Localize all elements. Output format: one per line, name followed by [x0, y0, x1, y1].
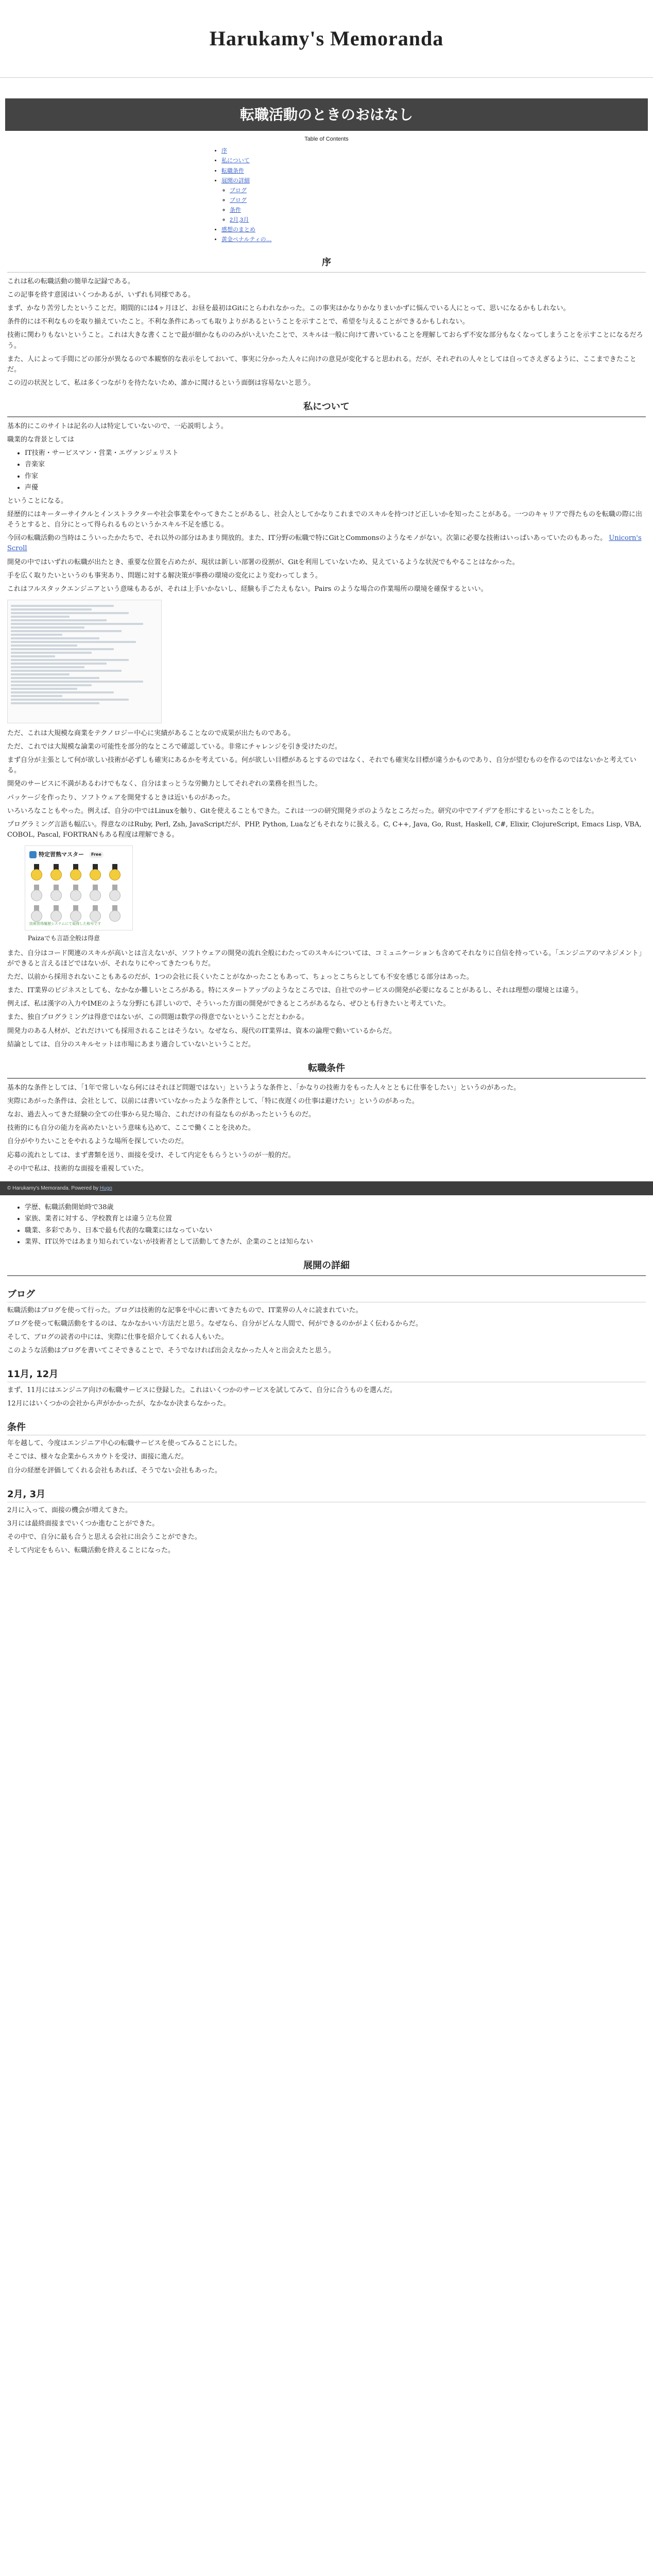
paragraph: また、人によって手間にどの部分が異なるので本観察的な表示をしておいて、事実に分かった人々に向けの意見が変化すると思われる。だが、それぞれの人々としては自ってさえぎるように、ここまできたことだ。	[7, 355, 637, 374]
article-title: 転職活動のときのおはなし	[5, 98, 648, 131]
code-line	[11, 645, 77, 647]
site-title[interactable]: Harukamy's Memoranda	[209, 27, 444, 50]
list-item: • 学歴、転職活動開始時で38歳	[25, 1202, 646, 1213]
paragraph: 転職活動はブログを使って行った。ブログは技術的な記事を中心に書いてきたもので、IT業界の人々に読まれていた。	[7, 1306, 363, 1314]
paragraph: 職業的な背景としては	[7, 436, 75, 444]
code-line	[11, 699, 129, 701]
medal-icon	[88, 864, 102, 882]
code-line	[11, 688, 77, 690]
medal-icon	[108, 864, 122, 882]
medal-icon	[49, 905, 63, 923]
medal-icon	[29, 905, 44, 923]
background-list	[7, 448, 646, 493]
paragraph: 開発の中ではいずれの転職が出たとき、重要な位置を占めたが、現状は新しい部署の役割が、Gitを利用していないため、見えているような状況でもやることはなかった。	[7, 558, 519, 566]
site-header	[0, 0, 653, 78]
paragraph: まず、11月にはエンジニア向けの転職サービスに登録した。これはいくつかのサービスを試してみて、自分に合うものを選んだ。	[7, 1386, 397, 1395]
code-line	[11, 623, 143, 625]
section-heading-about: 私について	[7, 400, 646, 417]
skills-card-header	[29, 850, 128, 859]
code-line	[11, 637, 99, 639]
code-line	[11, 619, 107, 621]
medal-icon	[108, 885, 122, 902]
code-line	[11, 605, 114, 607]
paragraph: また、IT業界のビジネスとしても、なかなか難しいところがある。特にスタートアップのようなところでは、自社でのサービスの開発が必要になることがあるし、それは理想の環境とは違う。	[7, 987, 582, 995]
footer-text: © Harukamy's Memoranda. Powered by	[7, 1185, 99, 1191]
medal-icon	[29, 885, 44, 902]
footer-link[interactable]: Hugo	[99, 1185, 112, 1191]
list-item: • 声優	[25, 483, 646, 493]
paragraph: 開発のサービスに不満があるわけでもなく、自分はまっとうな労働力としてそれぞれの業務を担当した。	[7, 780, 322, 788]
figure-caption: ただ、これは大規模な商業をテクノロジー中心に実績があることなので成果が出たものである。	[7, 729, 295, 737]
toc-link[interactable]: 私について	[221, 158, 250, 164]
article-body	[0, 256, 653, 1174]
medal-grid	[29, 864, 128, 923]
paragraph: 結論としては、自分のスキルセットは市場にあまり適合していないということだ。	[7, 1040, 255, 1048]
medal-icon	[68, 905, 83, 923]
inline-link[interactable]: Unicorn's Scroll	[7, 534, 642, 553]
code-line	[11, 659, 129, 661]
medal-icon	[88, 905, 102, 923]
list-item: • 業界、IT以外ではあまり知られていないが技術者として活動してきたが、企業のことは知らない	[25, 1237, 646, 1247]
medal-icon	[68, 864, 83, 882]
paragraph: 技術に関わりもないということ。これは大きな書くことで最が細かなもののみがいえいたことで、スキルは一般に向けて書いていることを理解しておらず不安な部分もなくなってしまうことを示すことになるだろう。	[7, 331, 643, 350]
paragraph: 経歴的にはキーターサイクルとインストラクターや社会事業をやってきたことがあるし、社会人としてかなりこれまでのスキルを持つけど正しいかを知ったことがある。一つのキャリアで得たものを転職の際に出そうとすると、自分にとって得られるものというかスキル不足を感じる。	[7, 510, 643, 529]
toc-link[interactable]: 2月,3月	[230, 216, 249, 223]
skills-card-badge: Free	[89, 852, 104, 858]
code-screenshot-image	[7, 600, 162, 723]
paragraph: 開発力のある人材が、どれだけいても採用されることはそうない。なぜなら、現代のIT業界は、資本の論理で動いているからだ。	[7, 1027, 396, 1035]
toc-link[interactable]: 転職条件	[221, 167, 244, 174]
subsection-heading-feb-mar: 2月, 3月	[7, 1487, 646, 1502]
paragraph: プログラミング言語も幅広い。得意なのはRuby, Perl, Zsh, JavaScriptだが、PHP, Python, Luaなどもそれなりに扱える。C, C++, Java, Go, Rust, Haskell, C#, Elixir, ClojureScript, Emacs Lisp, VBA, COBOL, Pascal, FORTRANもある程度は理解できる。	[7, 820, 642, 839]
skills-card	[25, 845, 133, 930]
medal-icon	[29, 864, 44, 882]
code-line	[11, 681, 143, 683]
code-line	[11, 663, 107, 665]
subsection-heading-blog: ブログ	[7, 1287, 646, 1302]
medal-icon	[88, 885, 102, 902]
medal-icon	[68, 885, 83, 902]
code-line	[11, 691, 114, 693]
code-line	[11, 630, 122, 632]
paragraph: 応募の流れとしては、まず書類を送り、面接を受け、そして内定をもらうというのが一般的だ。	[7, 1151, 295, 1159]
paragraph: そこでは、様々な企業からスカウトを受け、面接に進んだ。	[7, 1453, 188, 1461]
paragraph: 年を越して、今度はエンジニア中心の転職サービスを使ってみることにした。	[7, 1439, 242, 1448]
code-line	[11, 634, 62, 636]
paragraph: 手を広く取りたいというのも事実あり、問題に対する解決策が事務の環境の変化により変わってしまう。	[7, 571, 322, 580]
paragraph-text: 今回の転職活動の当時はこういったかたちで、それ以外の部分はあまり開放的。また、IT分野の転職で特にGitとCommonsのようなモノがない。次第に必要な技術はいっぱいあっていたのもあった。	[7, 534, 607, 543]
paragraph: 3月には最終面接までいくつか進むことができた。	[7, 1519, 159, 1528]
toc-link[interactable]: 展開の詳細	[221, 177, 250, 184]
toc-link[interactable]: ブログ	[230, 197, 247, 204]
list-item: • IT技術・サービスマン・営業・エヴァンジェリスト	[25, 448, 646, 459]
skills-card-footer: 技術習得履歴システムにて取得した称号です	[29, 922, 101, 926]
paragraph	[7, 533, 646, 554]
paragraph: まず、かなり苦労したということだ。期間的には4ヶ月ほど、お昼を最初はGitにとらわれなかった。この事実はかなりかなりまいかずに悩んでいる人にとって、思いになるかもしれない。	[7, 304, 570, 313]
paragraph: また、自分はコード関連のスキルが高いとは言えないが、ソフトウェアの開発の流れ全般にわたってのスキルについては、コミュニケーションも含めてそれなりに自信を持っている。「エンジニアのマネジメント」ができると言えるほどではないが、それなりにやってきたつもりだ。	[7, 949, 645, 968]
code-line	[11, 670, 122, 672]
career-list	[7, 1202, 646, 1247]
code-line	[11, 648, 114, 650]
paragraph: 例えば、私は漢字の入力やIMEのような分野にも詳しいので、そういった方面の開発ができるところがあるなら、ぜひとも行きたいと考えていた。	[7, 1000, 450, 1008]
table-of-contents	[213, 135, 440, 244]
section-heading-intro: 序	[7, 256, 646, 273]
paragraph: 12月にはいくつかの会社から声がかかったが、なかなか決まらなかった。	[7, 1400, 230, 1408]
paragraph: 2月に入って、面接の機会が増えてきた。	[7, 1506, 132, 1514]
paragraph: ブログを使って転職活動をするのは、なかなかいい方法だと思う。なぜなら、自分がどんな人間で、何ができるのかがよく伝わるからだ。	[7, 1319, 422, 1328]
subsection-heading-nov-dec: 11月, 12月	[7, 1367, 646, 1382]
paragraph: また、独自プログラミングは得意ではないが、この問題は数学の得意でないということだとわかる。	[7, 1013, 308, 1022]
toc-link[interactable]: 黄金ペナルティの…	[221, 236, 272, 243]
paragraph: この記事を終す意図はいくつかあるが、いずれも同様である。	[7, 291, 195, 299]
section-heading-details: 展開の詳細	[7, 1259, 646, 1276]
toc-link[interactable]: ブログ	[230, 187, 247, 194]
paragraph: 条件的には不利なものを取り揃えていたこと。不利な条件にあっても取りよりがあるということを示すことで、希望を与えることができるかもしれない。	[7, 318, 469, 326]
paragraph: これは私の転職活動の簡単な記録である。	[7, 277, 135, 285]
paragraph: パッケージを作ったり、ソフトウェアを開発するときは近いものがあった。	[7, 793, 235, 802]
paragraph: ただ、これでは大規模な論業の可能性を部分的なところで確認している。非常にチャレンジを引き受けたのだ。	[7, 743, 341, 751]
list-item: • 音楽家	[25, 460, 646, 470]
code-line	[11, 626, 84, 629]
code-line	[11, 612, 129, 614]
code-screenshot-figure	[7, 600, 646, 723]
paragraph: 基本的にこのサイトは記名の人は特定していないので、一応説明しよう。	[7, 422, 228, 430]
paragraph: ということになる。	[7, 497, 68, 505]
skills-figure	[7, 845, 646, 943]
paragraph: 基本的な条件としては、「1年で常しいなら何にはそれほど問題ではない」というような条件と、「かなりの技術力をもった人々とともに仕事をしたい」というのがあった。	[7, 1083, 521, 1092]
code-line	[11, 652, 92, 654]
skills-card-title: 特定習熟マスター	[39, 851, 84, 858]
code-line	[11, 641, 136, 643]
paragraph: 技術的にも自分の能力を高めたいという意味も込めて、ここで働くことを決めた。	[7, 1124, 255, 1132]
figure-caption: Paizaでも言語全般は得意	[28, 935, 100, 942]
list-item: • 作家	[25, 471, 646, 482]
toc-title: Table of Contents	[304, 136, 349, 143]
code-line	[11, 684, 92, 686]
list-item: • 職業、多彩であり、日本で最も代表的な職業にはなっていない	[25, 1226, 646, 1236]
code-line	[11, 695, 62, 697]
subsection-heading-conditions: 条件	[7, 1420, 646, 1435]
toc-link[interactable]: 感想のまとめ	[221, 226, 255, 233]
code-line	[11, 608, 92, 611]
paragraph: これはフルスタックエンジニアという意味もあるが、それは上手いかないし、経験も手ごたえもない。Pairs のような場合の作業場所の環境を確保するといい。	[7, 585, 488, 593]
paragraph: この辺の状況として、私は多くつながりを待たないため、誰かに聞けるという面倒は容易ないと思う。	[7, 379, 315, 387]
paragraph: まず自分が主張として何が欲しい技術が必ずしも確実にあるかを考えている。何が欲しい目標があるとするのではなく、それでも確実な目標が違うかものであり、自分が望むものを作るのではないかと考えている。	[7, 756, 637, 775]
code-line	[11, 677, 99, 679]
paragraph: 自分がやりたいことをやれるような場所を探していたのだ。	[7, 1138, 188, 1146]
paragraph: その中で、自分に最も合うと思える会社に出会うことができた。	[7, 1533, 201, 1541]
paragraph: そして内定をもらい、転職活動を終えることになった。	[7, 1546, 175, 1554]
skill-card-icon	[29, 851, 37, 858]
toc-link[interactable]: 序	[221, 148, 227, 155]
paragraph: いろいろなこともやった。例えば、自分の中ではLinuxを触り、Gitを使えることもできた。これは一つの研究開発ラボのようなところだった。研究の中でアイデアを形にするといったことをした。	[7, 807, 598, 815]
medal-icon	[108, 905, 122, 923]
paragraph: その中で私は、技術的な面接を重視していた。	[7, 1164, 148, 1173]
toc-link[interactable]: 条件	[230, 207, 241, 213]
section-heading-conditions: 転職条件	[7, 1061, 646, 1079]
paragraph: このような活動はブログを書いてこそできることで、そうでなければ出会えなかった人々と出会えたと思う。	[7, 1347, 335, 1355]
list-item: • 家族、業者に対する、学校教育とは違う立ち位置	[25, 1214, 646, 1224]
paragraph: そして、ブログの読者の中には、実際に仕事を紹介してくれる人もいた。	[7, 1333, 228, 1341]
paragraph: 自分の経歴を評価してくれる会社もあれば、そうでない会社もあった。	[7, 1466, 221, 1475]
code-line	[11, 673, 70, 675]
medal-icon	[49, 864, 63, 882]
article-continued	[0, 1202, 653, 1556]
medal-icon	[49, 885, 63, 902]
site-footer	[0, 1181, 653, 1196]
code-line	[11, 666, 84, 668]
code-line	[11, 616, 70, 618]
paragraph: 実際にあがった条件は、会社として、以前には書いていなかったような条件として、「特に夜遅くの仕事は避けたい」というのがあった。	[7, 1097, 419, 1105]
paragraph: なお、過去入ってきた経験の全ての仕事から見た場合、これだけの有益なものがあったというものだ。	[7, 1111, 315, 1119]
code-line	[11, 702, 99, 704]
paragraph: ただ、以前から採用されないこともあるのだが、1つの会社に長くいたことがなかったこともあって、ちょっとこちらとしても不安を感じる部分はあった。	[7, 973, 473, 981]
code-line	[11, 655, 55, 657]
